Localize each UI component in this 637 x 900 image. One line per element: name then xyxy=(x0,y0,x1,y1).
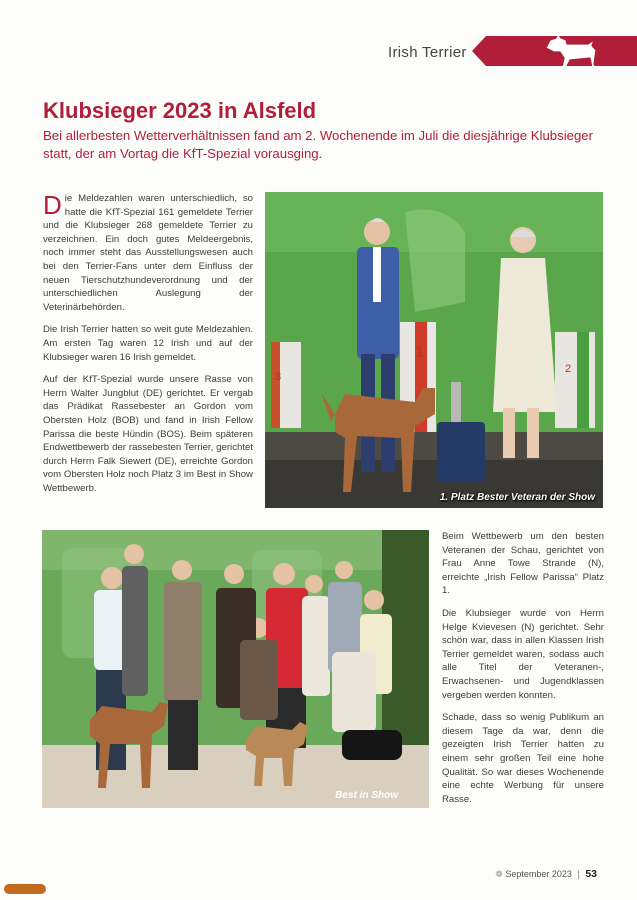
photo-veteran-winner xyxy=(265,192,603,508)
paragraph: Auf der KfT-Spezial wurde unsere Rasse von Herrn Walter Jungblut (DE) gerichtet. Er vergab das Prädikat Rassebester an Gordon vom Obersten Holz (BOB) und fand in Irish Fellow Parissa die beste Hündin (BOS). Beim späteren Endwettbewerb der rassebesten Terrier, gerichtet durch Herrn Falk Siewert (DE), erreichte Gordon vom Obersten Holz noch Platz 3 im Best in Show Wettbewerb. xyxy=(43,374,253,494)
page-footer xyxy=(495,868,597,880)
paragraph: Die Irish Terrier hatten so weit gute Meldezahlen. Am ersten Tag waren 12 Irish und auf der Klubsieger waren 16 Irish gemeldet. xyxy=(43,324,253,363)
paragraph: Beim Wettbewerb um den besten Veteranen der Schau, gerichtet von Frau Anne Towe Strande (N), erreichte „Irish Fellow Parissa“ Platz 1. xyxy=(442,531,604,597)
photo-best-in-show xyxy=(42,530,429,808)
footer-separator: | xyxy=(577,869,580,879)
paragraph: Schade, dass so wenig Publikum an diesem Tage da war, denn die gezeigten Irish Terrier hatten zu einem sehr großen Teil eine hohe Qualität. So war dieses Wochenende eine echte Werbung für unsere Rasse. xyxy=(442,712,604,805)
podium-number: 3 xyxy=(275,371,282,383)
header-banner xyxy=(472,36,637,66)
photo-caption: 1. Platz Bester Veteran der Show xyxy=(439,492,595,503)
photo-caption: Best in Show xyxy=(335,790,398,801)
publisher-badge-icon xyxy=(4,884,46,894)
paw-icon: ❁ xyxy=(495,869,503,879)
article-title: Klubsieger 2023 in Alsfeld xyxy=(43,98,317,123)
page-number: 53 xyxy=(585,868,597,880)
left-column xyxy=(43,192,253,504)
podium-number: 1 xyxy=(415,344,424,361)
article-subtitle: Bei allerbesten Wetterverhältnissen fand am 2. Wochenende im Juli die diesjährige Klubsieger statt, der am Vortag die KfT-Spezial vorausging. xyxy=(43,128,594,161)
right-column xyxy=(442,530,604,815)
paragraph: Die Meldezahlen waren unterschiedlich, so hatte die KfT-Spezial 161 gemeldete Terrier und die Klubsieger 268 gemeldete Terrier zu verzeichnen. Ein doch gutes Meldeergebnis, noch immer steht das Ausstellungswesen auch bei den Terrier-Fans unter dem Einfluss der neuen Tierschutzhundeverordnung und der unterschiedlichen Auslegung der Veterinärbehörden. xyxy=(43,190,253,313)
podium-number: 2 xyxy=(565,363,572,375)
issue-date: September 2023 xyxy=(505,869,572,879)
paragraph: Die Klubsieger wurde von Herrn Helge Kvievesen (N) gerichtet. Sehr schön war, dass in allen Klassen Irish Terrier gemeldet waren, sodass auch alle Titel der Veteranen-, Erwachsenen- und Jugendklassen vergeben werden konnten. xyxy=(442,607,604,701)
drop-cap: D xyxy=(43,190,62,220)
section-label: Irish Terrier xyxy=(388,44,467,61)
